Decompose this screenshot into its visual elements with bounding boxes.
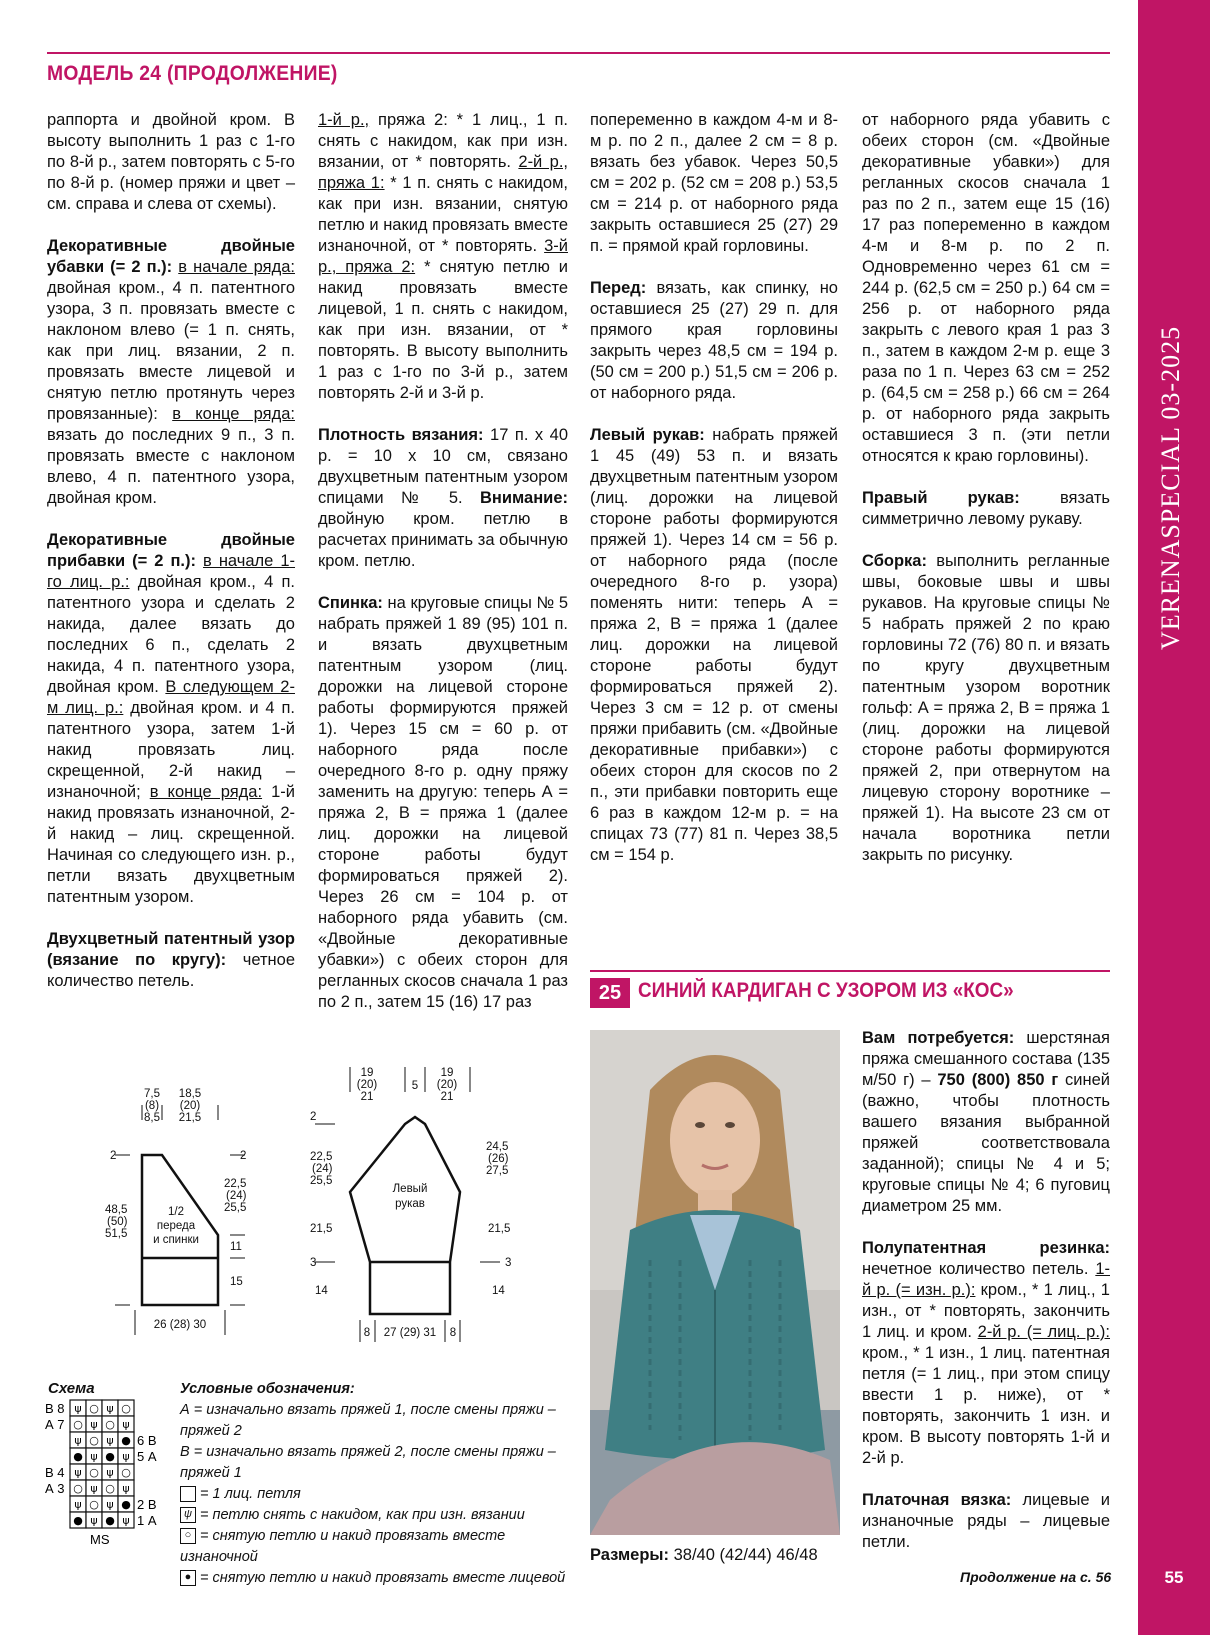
svg-text:(20): (20) (356, 1079, 378, 1091)
svg-text:8: 8 (449, 1327, 457, 1339)
chart-symbol: ψ (106, 1498, 114, 1511)
legend-purl-together: ○ = снятую петлю и накид провязать вместе изнаночной (180, 1528, 506, 1565)
chart-symbol: ● (105, 1514, 115, 1527)
chart-symbol: ψ (122, 1482, 130, 1495)
chart-symbol: ψ (122, 1418, 130, 1431)
chart-symbol: ● (73, 1450, 83, 1463)
svg-text:(8): (8) (144, 1100, 160, 1112)
svg-text:(20): (20) (179, 1100, 201, 1112)
chart-symbol: ● (73, 1514, 83, 1527)
svg-text:8: 8 (363, 1327, 371, 1339)
chart-symbol: ○ (73, 1482, 83, 1495)
legend (180, 1379, 580, 1589)
svg-text:(20): (20) (436, 1079, 458, 1091)
chart-row-label: 2 В (137, 1497, 157, 1512)
paragraph: раппорта и двойной кром. В высоту выполнить 1 раз с 1-го по 8-й р., затем повторять с 5-го по 8-й р. (номер пряжи и цвет – см. справа и слева от схемы). (47, 111, 295, 213)
chart-symbol: ● (121, 1434, 131, 1447)
svg-text:2: 2 (110, 1150, 117, 1162)
svg-text:(24): (24) (312, 1163, 333, 1175)
legend-knit: = 1 лиц. петля (180, 1484, 580, 1505)
chart-row-label: 6 В (137, 1433, 157, 1448)
paragraph-materials: Вам потребуется: шерстяная пряжа смешанного состава (135 м/50 г) – 750 (800) 850 г синей (важно, чтобы плотность вашего вязания выбранной пряжей соответствовала заданной); спицы № 4 и 5; круговые спицы № 4; 6 пуговиц диаметром 25 мм. (862, 1029, 1110, 1215)
paragraph-pattern: Двухцветный патентный узор (вязание по кругу): четное количество петель. (47, 930, 295, 990)
paragraph-left-sleeve: Левый рукав: набрать пряжей 1 45 (49) 53 п. и вязать двухцветным патентным узором (лиц. дорожки на лицевой стороне работы формируются пряжей 1). Через 14 см = 56 р. от наборного ряда (после очередного 8-го р. узора) поменять нити: теперь А = пряжа 2, В = пряжа 1 (далее лиц. дорожки на лицевой стороне работы будут формироваться пряжей 2). Через 3 см = 12 р. от смены пряжи прибавить (см. «Двойные декоративные прибавки») с обеих сторон для скосов по 2 п., эти прибавки повторить еще 6 раз в каждом 12-м р. = на спицах 73 (77) 81 п. Через 38,5 см = 154 р. (590, 426, 839, 864)
chart-symbol: ○ (121, 1402, 131, 1415)
svg-text:21,5: 21,5 (488, 1223, 511, 1235)
svg-text:5: 5 (411, 1080, 419, 1092)
sizes: Размеры: 38/40 (42/44) 46/48 (590, 1546, 818, 1564)
chart-symbol: ○ (89, 1402, 99, 1415)
paragraph-rows: 1-й р., пряжа 2: * 1 лиц., 1 п. снять с накидом, как при изн. вязании, от * повторять. 2-й р., пряжа 1: * 1 п. снять с накидом, как при изн. вязании, снятую петлю и накид провязать вместе изнаночной, от * повторять. 3-й р., пряжа 2: * снятую петлю и накид провязать вместе лицевой, 1 п. снять с накидом, как при изн. вязании, от * повторять. В высоту выполнить 1 раз с 1-го по 3-й р., затем повторять 2-й и 3-й р. (318, 111, 569, 402)
svg-text:27 (29) 31: 27 (29) 31 (383, 1327, 437, 1339)
paragraph: от наборного ряда убавить с обеих сторон (см. «Двойные декоративные убавки») для регланных скосов сначала 1 раз по 2 п., затем еще 15 (16) 17 раз попеременно в каждом 4-м и 8-м р. по 2 п. Одновременно через 61 см = 244 р. (62,5 см = 250 р.) 64 см = 256 р. от наборного ряда закрыть с левого края 1 раз 3 п., затем в каждом 2-м р. еще 3 раза по 1 п. Через 63 см = 252 р. (64,5 см = 258 р.) 66 см = 264 р. от наборного ряда закрыть оставшиеся 3 п. (эти петли относятся к краю горловины). (862, 111, 1110, 465)
chart-symbol: ○ (89, 1434, 99, 1447)
legend-title: Условные обозначения: (180, 1381, 355, 1397)
slip-yarnover-icon: ψ (180, 1507, 196, 1523)
svg-text:3: 3 (505, 1257, 512, 1269)
chart-row-label: А 7 (45, 1417, 65, 1432)
svg-text:26 (28) 30: 26 (28) 30 (153, 1319, 207, 1331)
woman-cardigan-illustration (590, 1030, 840, 1535)
paragraph: попеременно в каждом 4-м и 8-м р. по 2 п., далее 2 см = 8 р. вязать без убавок. Через 50,5 см = 202 р. (52 см = 208 р.) 53,5 см = 214 р. от наборного ряда закрыть оставшиеся 25 (27) 29 п. = прямой край горловины. (590, 111, 838, 255)
svg-text:15: 15 (230, 1276, 243, 1288)
chart-symbol: ψ (74, 1434, 82, 1447)
svg-text:и спинки: и спинки (153, 1234, 199, 1246)
svg-text:14: 14 (315, 1285, 328, 1297)
svg-text:7,5: 7,5 (144, 1088, 160, 1100)
chart-row-label: В 4 (45, 1465, 65, 1480)
svg-text:рукав: рукав (395, 1198, 425, 1210)
knit-together-icon: ● (180, 1570, 196, 1586)
svg-text:24,5: 24,5 (486, 1141, 509, 1153)
svg-text:51,5: 51,5 (105, 1228, 128, 1240)
paragraph-rib: Полупатентная резинка: нечетное количество петель. 1-й р. (= изн. р.): кром., * 1 лиц., 1 изн., от * повторять, закончить 1 лиц. и кром. 2-й р. (= лиц. р.): кром., * 1 изн., 1 лиц. патентная петля (= 1 лиц., при этом спицу ввести 1 р. ниже), от * повторять, закончить 1 изн. и кром. В высоту повторять 1-й и 2-й р. (862, 1239, 1110, 1467)
continued-note: Продолжение на с. 56 (960, 1569, 1112, 1585)
svg-text:(26): (26) (488, 1153, 509, 1165)
model-photo (590, 1030, 840, 1535)
chart-symbol: ψ (90, 1482, 98, 1495)
chart-row-label: 1 А (137, 1513, 157, 1528)
svg-text:(50): (50) (107, 1216, 128, 1228)
page-title: МОДЕЛЬ 24 (ПРОДОЛЖЕНИЕ) (47, 62, 338, 85)
chart-symbol: ○ (105, 1418, 115, 1431)
svg-text:48,5: 48,5 (105, 1204, 128, 1216)
chart-row-label: А 3 (45, 1481, 65, 1496)
chart-symbol: ○ (105, 1482, 115, 1495)
svg-text:22,5: 22,5 (310, 1151, 333, 1163)
model-rule (590, 970, 1110, 972)
paragraph-increases: Декоративные двойные прибавки (= 2 п.): в начале 1-го лиц. р.: двойная кром., 4 п. патентного узора и сделать 2 накида, далее вязать до последних 6 п., сделать 2 накида, 4 п. патентного узора, двойная кром. В следующем 2-м лиц. р.: двойная кром. и 4 п. патентного узора, затем 1-й накид провязать лиц. скрещенной, 2-й накид – изнаночной; в конце ряда: 1-й накид провязать изнаночной, 2-й накид – лиц. скрещенной. Начиная со следующего изн. р., петли вязать двухцветным патентным узором. (47, 531, 296, 906)
knit-symbol-icon (180, 1486, 196, 1502)
svg-text:21: 21 (440, 1091, 454, 1103)
svg-text:21,5: 21,5 (178, 1112, 202, 1124)
svg-text:14: 14 (492, 1285, 505, 1297)
sleeve-schematic (310, 1062, 540, 1352)
svg-text:11: 11 (230, 1241, 242, 1253)
chart-row-label: 5 А (137, 1449, 157, 1464)
legend-b: В = изначально вязать пряжей 2, после смены пряжи – пряжей 1 (180, 1444, 556, 1481)
svg-text:2: 2 (240, 1150, 247, 1162)
chart-symbol: ψ (90, 1450, 98, 1463)
svg-text:1/2: 1/2 (168, 1206, 184, 1218)
paragraph-front: Перед: вязать, как спинку, но оставшиеся 25 (27) 29 п. для прямого края горловины закрыть через 48,5 см = 194 р. (50 см = 200 р.) 51,5 см = 206 р. от наборного ряда. (590, 279, 838, 402)
chart-symbol: ψ (122, 1450, 130, 1463)
page-number: 55 (1164, 1568, 1184, 1587)
paragraph-right-sleeve: Правый рукав: вязать симметрично левому рукаву. (862, 489, 1110, 528)
chart-symbol: ○ (89, 1466, 99, 1479)
paragraph-gauge: Плотность вязания: 17 п. x 40 р. = 10 x 10 см, связано двухцветным патентным узором спицами № 5. Внимание: двойную кром. петлю в расчетах принимать за обычную кром. петлю. (318, 426, 568, 570)
paragraph-decreases: Декоративные двойные убавки (= 2 п.): в начале ряда: двойная кром., 4 п. патентного узора, 3 п. провязать вместе с наклоном влево (= 1 п. снять, как при лиц. вязании, 2 п. провязать вместе лицевой и снятую петлю протянуть через провязанные): в конце ряда: вязать до последних 9 п., 3 п. провязать вместе с наклоном влево, 4 п. патентного узора, двойная кром. (47, 237, 295, 507)
legend-knit-together: ● = снятую петлю и накид провязать вместе лицевой (180, 1568, 580, 1589)
magazine-brand: VERENASPECIAL 03-2025 (1156, 325, 1185, 650)
chart-symbol: ○ (73, 1418, 83, 1431)
svg-text:21,5: 21,5 (310, 1223, 333, 1235)
svg-text:25,5: 25,5 (224, 1202, 247, 1214)
chart-symbol: ψ (74, 1402, 82, 1415)
text-column-2 (318, 110, 568, 1034)
model-25-header (590, 970, 1110, 1010)
svg-text:Левый: Левый (392, 1183, 428, 1195)
schema-title: Схема (48, 1380, 95, 1397)
svg-text:22,5: 22,5 (224, 1178, 247, 1190)
svg-text:8,5: 8,5 (144, 1112, 160, 1124)
chart-symbol: ○ (89, 1498, 99, 1511)
svg-text:3: 3 (310, 1257, 317, 1269)
text-column-1 (47, 110, 295, 1013)
header-rule (47, 52, 1110, 54)
text-column-5 (862, 1028, 1110, 1574)
svg-text:21: 21 (360, 1091, 374, 1103)
legend-slip: ψ = петлю снять с накидом, как при изн. вязании (180, 1505, 580, 1526)
svg-text:2: 2 (310, 1111, 317, 1123)
chart-ms-label: MS (90, 1532, 110, 1547)
purl-together-icon: ○ (180, 1528, 196, 1544)
chart-symbol: ● (105, 1450, 115, 1463)
chart-symbol: ψ (106, 1434, 114, 1447)
svg-text:19: 19 (440, 1067, 454, 1079)
chart-symbol: ψ (90, 1418, 98, 1431)
chart-symbol: ψ (74, 1498, 82, 1511)
svg-text:27,5: 27,5 (486, 1165, 509, 1177)
model-title: СИНИЙ КАРДИГАН С УЗОРОМ ИЗ «КОС» (638, 979, 1014, 1002)
text-column-4 (862, 110, 1110, 887)
chart-symbol: ● (121, 1498, 131, 1511)
svg-text:18,5: 18,5 (178, 1088, 202, 1100)
paragraph-assembly: Сборка: выполнить регланные швы, боковые швы и швы рукавов. На круговые спицы № 5 набрать пряжей 2 по краю горловины 72 (76) 80 п. и вязать по кругу двухцветным патентным узором воротник гольф: А = пряжа 2, В = пряжа 1 (лиц. дорожки на лицевой стороне работы формируются пряжей 2, при отвернутом на лицевую сторону воротнике – пряжей 1). На высоте 23 см от начала воротника петли закрыть по рисунку. (862, 552, 1110, 864)
chart-symbol: ○ (121, 1466, 131, 1479)
chart-symbol: ψ (90, 1514, 98, 1527)
chart-symbol: ψ (122, 1514, 130, 1527)
svg-text:25,5: 25,5 (310, 1175, 333, 1187)
svg-text:переда: переда (156, 1220, 196, 1232)
svg-text:(24): (24) (226, 1190, 247, 1202)
paragraph-back: Спинка: на круговые спицы № 5 набрать пряжей 1 89 (95) 101 п. и вязать двухцветным патентным узором (лиц. дорожки на лицевой стороне работы формируются пряжей 1). Через 15 см = 60 р. от наборного ряда после очередного 8-го р. одну пряжу заменить на другую: теперь А = пряжа 2, В = пряжа 1 (далее лиц. дорожки на лицевой стороне работы будут формироваться пряжей 2). Через 26 см = 104 р. от наборного ряда убавить (см. «Двойные декоративные убавки») с обеих сторон для регланных скосов сначала 1 раз по 2 п., затем 15 (16) 17 раз (318, 594, 568, 1011)
stitch-chart (45, 1395, 175, 1585)
svg-text:19: 19 (360, 1067, 374, 1079)
chart-symbol: ψ (74, 1466, 82, 1479)
legend-a: А = изначально вязать пряжей 1, после смены пряжи – пряжей 2 (180, 1402, 556, 1439)
body-schematic (100, 1075, 300, 1345)
text-column-3 (590, 110, 838, 887)
chart-symbol: ψ (106, 1466, 114, 1479)
chart-symbol: ψ (106, 1402, 114, 1415)
paragraph-garter: Платочная вязка: лицевые и изнаночные ряды – лицевые петли. (862, 1491, 1111, 1551)
chart-row-label: В 8 (45, 1401, 65, 1416)
model-number: 25 (590, 978, 630, 1008)
